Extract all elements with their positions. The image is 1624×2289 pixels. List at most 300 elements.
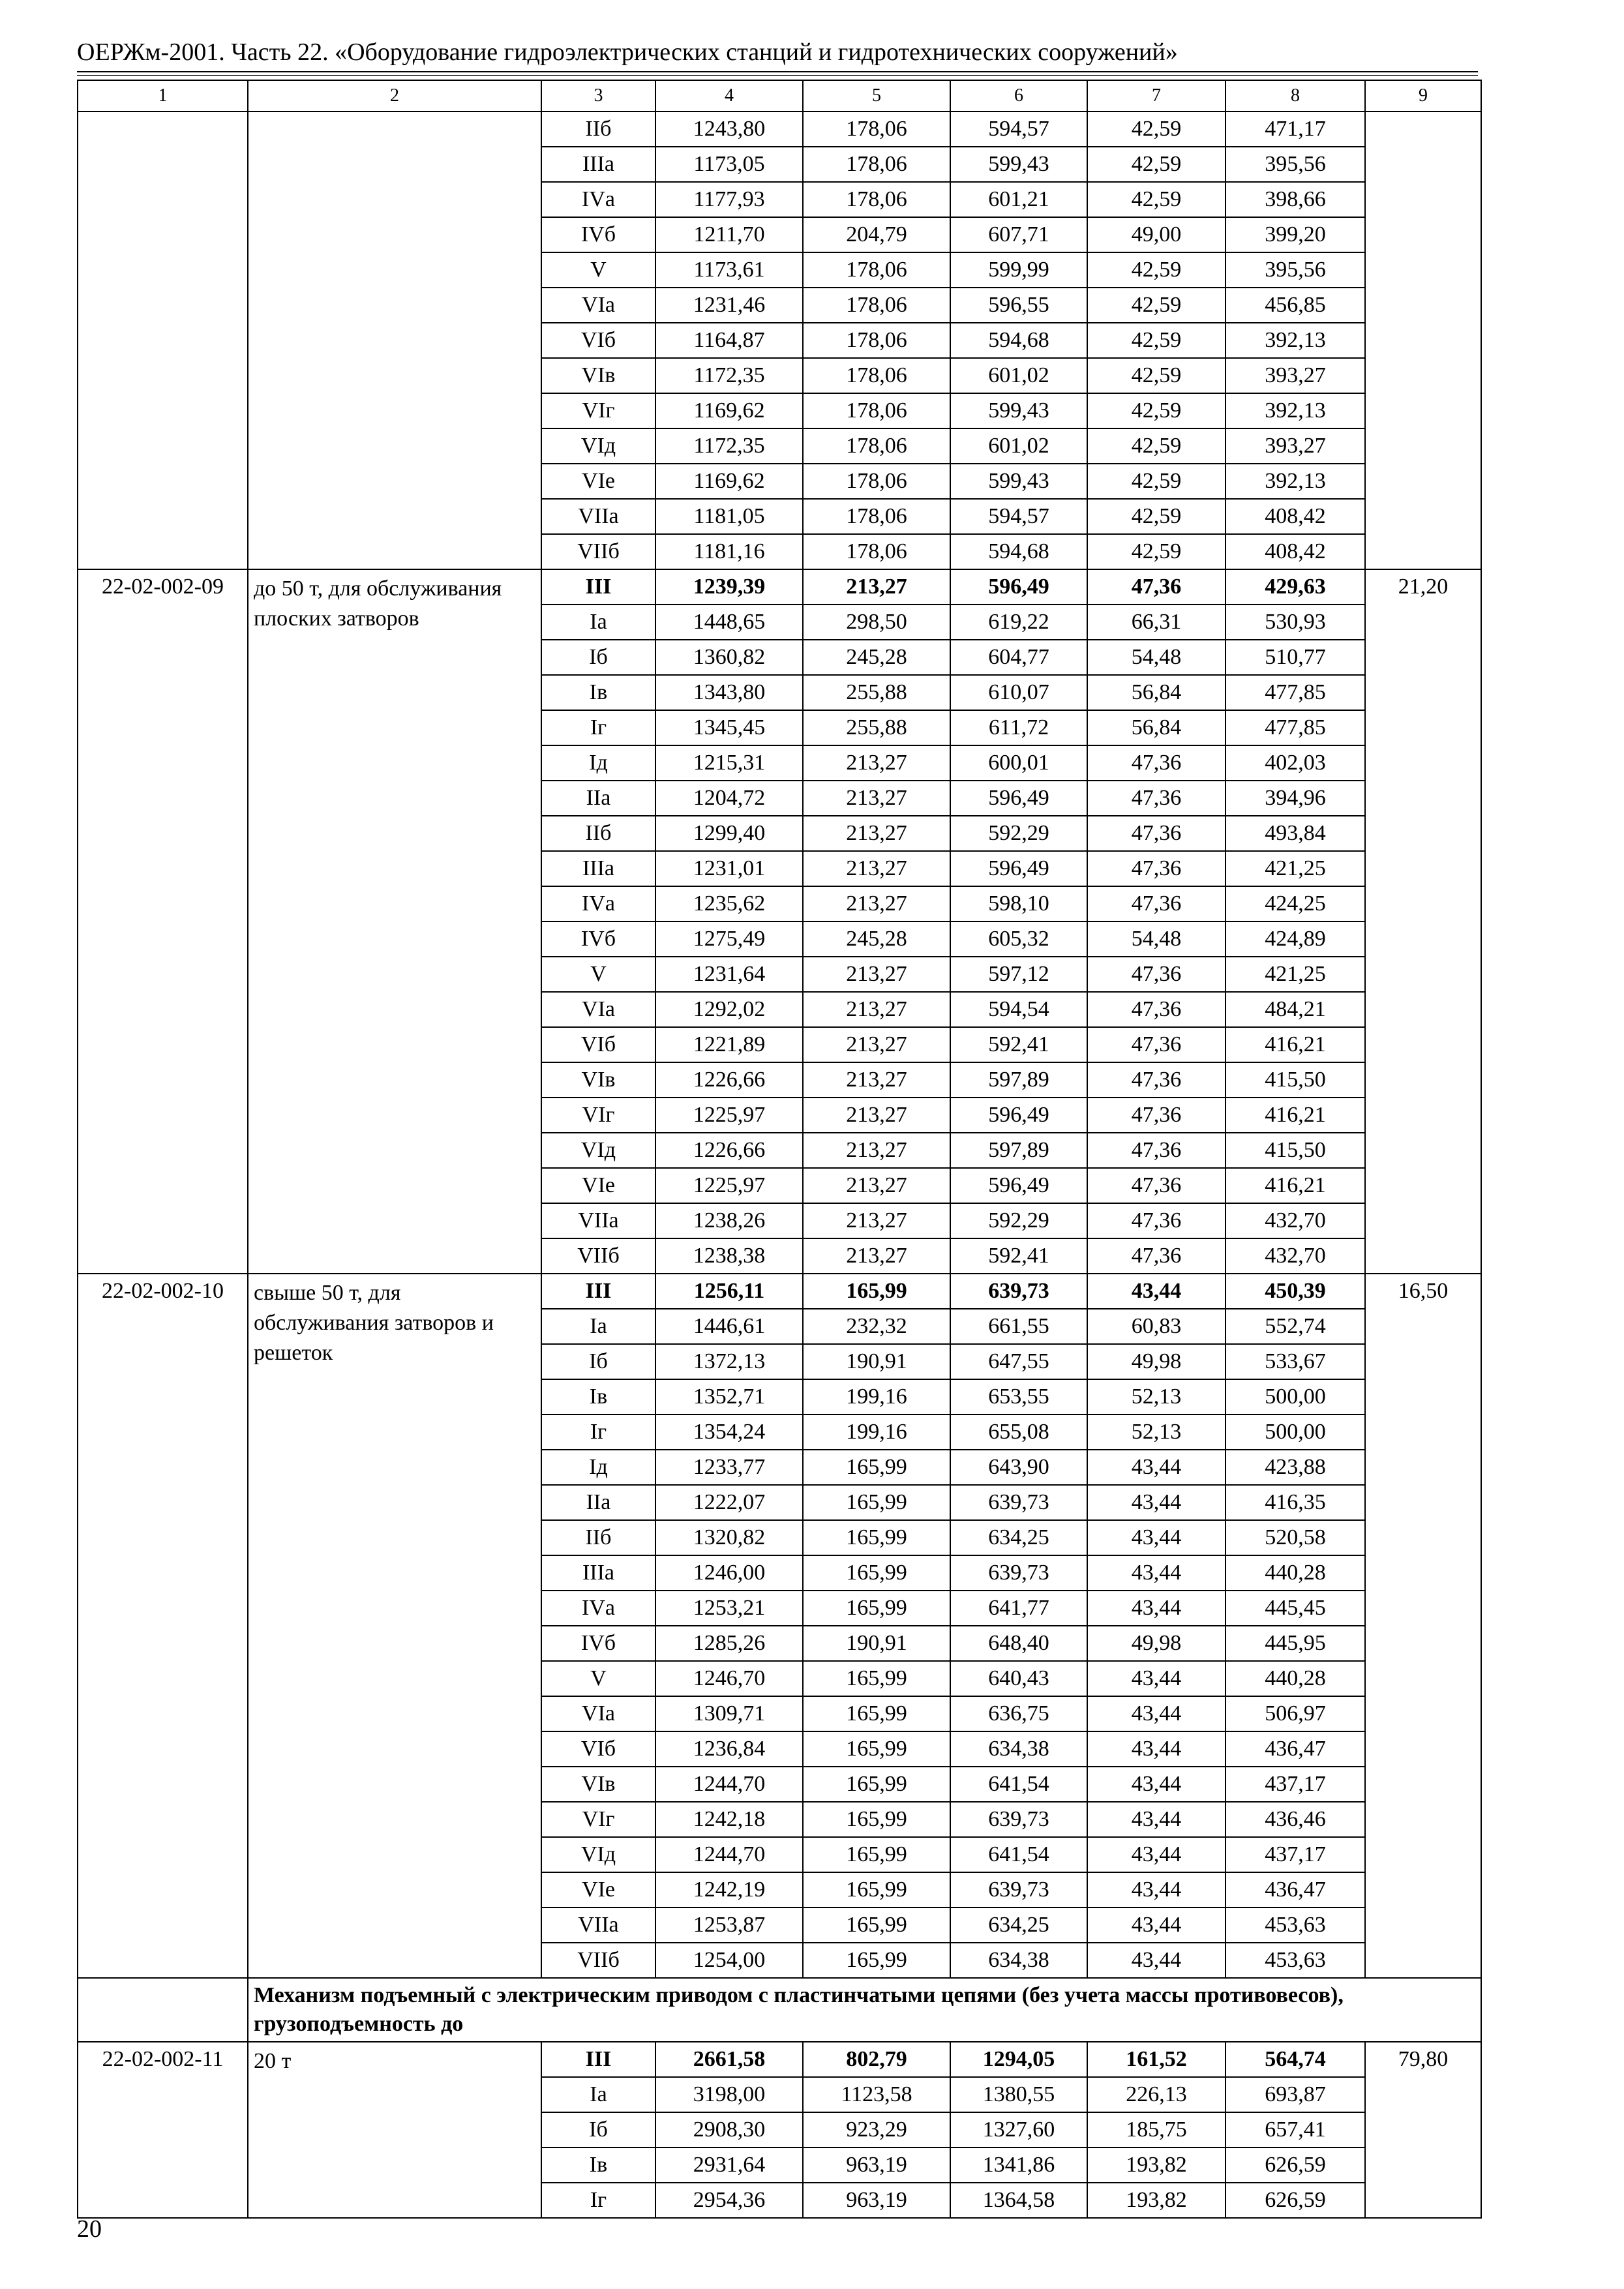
value-cell: 693,87 <box>1226 2077 1365 2112</box>
value-cell: 54,48 <box>1087 921 1226 957</box>
value-cell: 49,98 <box>1087 1344 1226 1379</box>
value-cell: 639,73 <box>950 1802 1087 1837</box>
value-cell: 1343,80 <box>655 675 803 710</box>
value-cell: 47,36 <box>1087 1238 1226 1274</box>
value-cell: 47,36 <box>1087 781 1226 816</box>
value-cell: 42,59 <box>1087 393 1226 428</box>
value-cell: 47,36 <box>1087 745 1226 781</box>
item-code: 22-02-002-11 <box>78 2042 248 2218</box>
value-cell: 1309,71 <box>655 1696 803 1731</box>
value-cell: 456,85 <box>1226 288 1365 323</box>
value-cell: 601,02 <box>950 358 1087 393</box>
value-cell: 43,44 <box>1087 1943 1226 1978</box>
value-cell: 592,29 <box>950 816 1087 851</box>
value-cell: 604,77 <box>950 640 1087 675</box>
zone-cell: IIIа <box>541 851 655 886</box>
value-cell: 178,06 <box>803 393 950 428</box>
value-cell: 596,49 <box>950 1098 1087 1133</box>
value-cell: 510,77 <box>1226 640 1365 675</box>
value-cell: 477,85 <box>1226 710 1365 745</box>
zone-cell: VIа <box>541 288 655 323</box>
zone-cell: VIIа <box>541 1203 655 1238</box>
value-cell: 453,63 <box>1226 1943 1365 1978</box>
value-cell: 641,77 <box>950 1591 1087 1626</box>
value-cell: 641,54 <box>950 1767 1087 1802</box>
column-number-row <box>78 80 1481 112</box>
value-cell: 1222,07 <box>655 1485 803 1520</box>
value-cell: 1181,16 <box>655 534 803 569</box>
value-cell: 450,39 <box>1226 1274 1365 1309</box>
value-cell: 963,19 <box>803 2147 950 2183</box>
value-cell: 43,44 <box>1087 1591 1226 1626</box>
value-cell: 1446,61 <box>655 1309 803 1344</box>
zone-cell: IIб <box>541 816 655 851</box>
value-cell: 643,90 <box>950 1450 1087 1485</box>
value-cell: 165,99 <box>803 1555 950 1591</box>
value-cell: 42,59 <box>1087 534 1226 569</box>
value-cell: 2908,30 <box>655 2112 803 2147</box>
value-cell: 626,59 <box>1226 2147 1365 2183</box>
value-cell: 634,25 <box>950 1908 1087 1943</box>
value-cell: 2661,58 <box>655 2042 803 2077</box>
column-number: 4 <box>655 80 803 112</box>
value-cell: 178,06 <box>803 464 950 499</box>
zone-cell: VIе <box>541 1872 655 1908</box>
page-header: ОЕРЖм-2001. Часть 22. «Оборудование гидроэлектрических станций и гидротехнических сооружений» <box>77 38 1178 66</box>
value-cell: 1364,58 <box>950 2183 1087 2218</box>
zone-cell: VIа <box>541 1696 655 1731</box>
value-cell: 43,44 <box>1087 1802 1226 1837</box>
value-cell: 1239,39 <box>655 569 803 605</box>
value-cell: 500,00 <box>1226 1414 1365 1450</box>
column-number: 3 <box>541 80 655 112</box>
zone-cell: VIв <box>541 1062 655 1098</box>
value-cell: 165,99 <box>803 1450 950 1485</box>
value-cell: 213,27 <box>803 816 950 851</box>
zone-cell: VIе <box>541 1168 655 1203</box>
value-cell: 1236,84 <box>655 1731 803 1767</box>
value-cell: 165,99 <box>803 1943 950 1978</box>
value-cell: 601,21 <box>950 182 1087 217</box>
price-table <box>77 80 1482 2219</box>
value-cell: 1238,26 <box>655 1203 803 1238</box>
value-cell: 178,06 <box>803 499 950 534</box>
value-cell: 165,99 <box>803 1731 950 1767</box>
value-cell: 66,31 <box>1087 605 1226 640</box>
zone-cell: VIд <box>541 428 655 464</box>
value-cell: 1327,60 <box>950 2112 1087 2147</box>
value-cell: 636,75 <box>950 1696 1087 1731</box>
value-cell: 42,59 <box>1087 464 1226 499</box>
value-cell: 1360,82 <box>655 640 803 675</box>
value-cell: 52,13 <box>1087 1414 1226 1450</box>
value-cell: 611,72 <box>950 710 1087 745</box>
value-cell: 477,85 <box>1226 675 1365 710</box>
item-code: 22-02-002-10 <box>78 1274 248 1978</box>
value-cell: 1294,05 <box>950 2042 1087 2077</box>
item-code <box>78 112 248 569</box>
value-cell: 42,59 <box>1087 358 1226 393</box>
value-cell: 213,27 <box>803 569 950 605</box>
zone-cell: Iв <box>541 1379 655 1414</box>
value-cell: 1299,40 <box>655 816 803 851</box>
value-cell: 416,21 <box>1226 1027 1365 1062</box>
value-cell: 165,99 <box>803 1591 950 1626</box>
value-cell: 392,13 <box>1226 464 1365 499</box>
value-cell: 564,74 <box>1226 2042 1365 2077</box>
header-rule <box>77 71 1478 72</box>
value-cell: 1320,82 <box>655 1520 803 1555</box>
value-cell: 1172,35 <box>655 428 803 464</box>
value-cell: 437,17 <box>1226 1767 1365 1802</box>
value-cell: 634,38 <box>950 1731 1087 1767</box>
value-cell: 165,99 <box>803 1908 950 1943</box>
value-cell: 47,36 <box>1087 1203 1226 1238</box>
value-cell: 594,68 <box>950 534 1087 569</box>
value-cell: 178,06 <box>803 147 950 182</box>
value-cell: 1173,61 <box>655 252 803 288</box>
value-cell: 596,49 <box>950 781 1087 816</box>
value-cell: 1352,71 <box>655 1379 803 1414</box>
zone-cell: IVб <box>541 1626 655 1661</box>
value-cell: 1225,97 <box>655 1098 803 1133</box>
value-cell: 60,83 <box>1087 1309 1226 1344</box>
value-cell: 440,28 <box>1226 1661 1365 1696</box>
value-cell: 598,10 <box>950 886 1087 921</box>
value-cell: 393,27 <box>1226 358 1365 393</box>
value-cell: 1235,62 <box>655 886 803 921</box>
value-cell: 47,36 <box>1087 1133 1226 1168</box>
value-cell: 43,44 <box>1087 1767 1226 1802</box>
value-cell: 1242,18 <box>655 1802 803 1837</box>
value-cell: 52,13 <box>1087 1379 1226 1414</box>
value-cell: 178,06 <box>803 288 950 323</box>
zone-cell: VIб <box>541 1027 655 1062</box>
value-cell: 605,32 <box>950 921 1087 957</box>
value-cell: 639,73 <box>950 1872 1087 1908</box>
value-cell: 178,06 <box>803 323 950 358</box>
zone-cell: IVб <box>541 217 655 252</box>
zone-cell: VIIб <box>541 1943 655 1978</box>
value-cell: 1181,05 <box>655 499 803 534</box>
value-cell: 393,27 <box>1226 428 1365 464</box>
value-cell: 1233,77 <box>655 1450 803 1485</box>
zone-cell: VIг <box>541 1098 655 1133</box>
value-cell: 199,16 <box>803 1414 950 1450</box>
value-cell: 245,28 <box>803 640 950 675</box>
value-cell: 47,36 <box>1087 816 1226 851</box>
value-cell: 1172,35 <box>655 358 803 393</box>
value-cell: 185,75 <box>1087 2112 1226 2147</box>
value-cell: 47,36 <box>1087 1027 1226 1062</box>
value-cell: 213,27 <box>803 1027 950 1062</box>
value-cell: 213,27 <box>803 957 950 992</box>
section-heading-empty-cell <box>78 1978 248 2042</box>
table-row <box>78 1274 1481 1309</box>
value-cell: 165,99 <box>803 1802 950 1837</box>
zone-cell: Iб <box>541 2112 655 2147</box>
value-cell: 648,40 <box>950 1626 1087 1661</box>
value-cell: 1215,31 <box>655 745 803 781</box>
value-cell: 165,99 <box>803 1520 950 1555</box>
value-cell: 599,99 <box>950 252 1087 288</box>
value-cell: 47,36 <box>1087 851 1226 886</box>
zone-cell: IVа <box>541 182 655 217</box>
item-extra-value: 21,20 <box>1365 569 1481 1274</box>
value-cell: 1246,00 <box>655 1555 803 1591</box>
value-cell: 54,48 <box>1087 640 1226 675</box>
section-heading: Механизм подъемный с электрическим приводом с пластинчатыми цепями (без учета массы противовесов), грузоподъемность до <box>248 1978 1481 2042</box>
value-cell: 2954,36 <box>655 2183 803 2218</box>
zone-cell: IVа <box>541 1591 655 1626</box>
zone-cell: VIа <box>541 992 655 1027</box>
value-cell: 1173,05 <box>655 147 803 182</box>
value-cell: 213,27 <box>803 745 950 781</box>
value-cell: 213,27 <box>803 851 950 886</box>
table-row <box>78 569 1481 605</box>
value-cell: 43,44 <box>1087 1731 1226 1767</box>
value-cell: 1226,66 <box>655 1062 803 1098</box>
table-row <box>78 2042 1481 2077</box>
value-cell: 226,13 <box>1087 2077 1226 2112</box>
value-cell: 424,89 <box>1226 921 1365 957</box>
column-number: 2 <box>248 80 541 112</box>
value-cell: 165,99 <box>803 1696 950 1731</box>
value-cell: 42,59 <box>1087 252 1226 288</box>
value-cell: 165,99 <box>803 1661 950 1696</box>
value-cell: 193,82 <box>1087 2183 1226 2218</box>
value-cell: 47,36 <box>1087 1062 1226 1098</box>
value-cell: 1244,70 <box>655 1837 803 1872</box>
zone-cell: IIа <box>541 781 655 816</box>
zone-cell: IIIа <box>541 147 655 182</box>
value-cell: 596,49 <box>950 1168 1087 1203</box>
value-cell: 47,36 <box>1087 1168 1226 1203</box>
value-cell: 506,97 <box>1226 1696 1365 1731</box>
value-cell: 802,79 <box>803 2042 950 2077</box>
value-cell: 42,59 <box>1087 323 1226 358</box>
value-cell: 49,00 <box>1087 217 1226 252</box>
value-cell: 1256,11 <box>655 1274 803 1309</box>
value-cell: 392,13 <box>1226 393 1365 428</box>
value-cell: 43,44 <box>1087 1555 1226 1591</box>
value-cell: 1177,93 <box>655 182 803 217</box>
value-cell: 520,58 <box>1226 1520 1365 1555</box>
value-cell: 47,36 <box>1087 957 1226 992</box>
value-cell: 594,54 <box>950 992 1087 1027</box>
value-cell: 1244,70 <box>655 1767 803 1802</box>
value-cell: 402,03 <box>1226 745 1365 781</box>
value-cell: 408,42 <box>1226 499 1365 534</box>
zone-cell: VIIа <box>541 1908 655 1943</box>
zone-cell: Iд <box>541 745 655 781</box>
column-number: 7 <box>1087 80 1226 112</box>
value-cell: 639,73 <box>950 1274 1087 1309</box>
value-cell: 453,63 <box>1226 1908 1365 1943</box>
value-cell: 255,88 <box>803 675 950 710</box>
value-cell: 421,25 <box>1226 851 1365 886</box>
zone-cell: IVа <box>541 886 655 921</box>
value-cell: 1231,01 <box>655 851 803 886</box>
value-cell: 2931,64 <box>655 2147 803 2183</box>
value-cell: 594,68 <box>950 323 1087 358</box>
zone-cell: VIIа <box>541 499 655 534</box>
value-cell: 190,91 <box>803 1626 950 1661</box>
value-cell: 445,95 <box>1226 1626 1365 1661</box>
value-cell: 245,28 <box>803 921 950 957</box>
value-cell: 599,43 <box>950 147 1087 182</box>
value-cell: 165,99 <box>803 1767 950 1802</box>
item-extra-value: 79,80 <box>1365 2042 1481 2218</box>
value-cell: 399,20 <box>1226 217 1365 252</box>
zone-cell: VIд <box>541 1133 655 1168</box>
section-heading-row <box>78 1978 1481 2042</box>
value-cell: 43,44 <box>1087 1450 1226 1485</box>
value-cell: 1253,87 <box>655 1908 803 1943</box>
value-cell: 432,70 <box>1226 1238 1365 1274</box>
zone-cell: VIб <box>541 1731 655 1767</box>
value-cell: 213,27 <box>803 1133 950 1168</box>
page-number: 20 <box>77 2215 102 2243</box>
zone-cell: Iа <box>541 1309 655 1344</box>
zone-cell: Iв <box>541 2147 655 2183</box>
value-cell: 392,13 <box>1226 323 1365 358</box>
value-cell: 178,06 <box>803 358 950 393</box>
column-number: 1 <box>78 80 248 112</box>
value-cell: 232,32 <box>803 1309 950 1344</box>
value-cell: 552,74 <box>1226 1309 1365 1344</box>
value-cell: 424,25 <box>1226 886 1365 921</box>
value-cell: 178,06 <box>803 428 950 464</box>
value-cell: 1292,02 <box>655 992 803 1027</box>
column-number: 9 <box>1365 80 1481 112</box>
value-cell: 471,17 <box>1226 112 1365 147</box>
value-cell: 1254,00 <box>655 1943 803 1978</box>
value-cell: 1231,46 <box>655 288 803 323</box>
value-cell: 42,59 <box>1087 147 1226 182</box>
value-cell: 592,29 <box>950 1203 1087 1238</box>
value-cell: 398,66 <box>1226 182 1365 217</box>
value-cell: 165,99 <box>803 1274 950 1309</box>
value-cell: 43,44 <box>1087 1908 1226 1943</box>
value-cell: 619,22 <box>950 605 1087 640</box>
value-cell: 445,45 <box>1226 1591 1365 1626</box>
value-cell: 178,06 <box>803 534 950 569</box>
value-cell: 432,70 <box>1226 1203 1365 1238</box>
value-cell: 1231,64 <box>655 957 803 992</box>
value-cell: 178,06 <box>803 252 950 288</box>
value-cell: 530,93 <box>1226 605 1365 640</box>
zone-cell: VIг <box>541 393 655 428</box>
zone-cell: III <box>541 1274 655 1309</box>
zone-cell: VIд <box>541 1837 655 1872</box>
value-cell: 647,55 <box>950 1344 1087 1379</box>
value-cell: 394,96 <box>1226 781 1365 816</box>
value-cell: 597,89 <box>950 1062 1087 1098</box>
zone-cell: IVб <box>541 921 655 957</box>
value-cell: 639,73 <box>950 1555 1087 1591</box>
value-cell: 634,25 <box>950 1520 1087 1555</box>
value-cell: 655,08 <box>950 1414 1087 1450</box>
value-cell: 597,89 <box>950 1133 1087 1168</box>
value-cell: 1354,24 <box>655 1414 803 1450</box>
value-cell: 1123,58 <box>803 2077 950 2112</box>
item-code: 22-02-002-09 <box>78 569 248 1274</box>
value-cell: 592,41 <box>950 1027 1087 1062</box>
zone-cell: VIб <box>541 323 655 358</box>
value-cell: 416,21 <box>1226 1168 1365 1203</box>
value-cell: 484,21 <box>1226 992 1365 1027</box>
zone-cell: Iг <box>541 2183 655 2218</box>
value-cell: 395,56 <box>1226 252 1365 288</box>
zone-cell: V <box>541 957 655 992</box>
zone-cell: IIб <box>541 1520 655 1555</box>
value-cell: 1169,62 <box>655 464 803 499</box>
zone-cell: VIе <box>541 464 655 499</box>
value-cell: 610,07 <box>950 675 1087 710</box>
value-cell: 533,67 <box>1226 1344 1365 1379</box>
value-cell: 923,29 <box>803 2112 950 2147</box>
value-cell: 43,44 <box>1087 1661 1226 1696</box>
value-cell: 1285,26 <box>655 1626 803 1661</box>
value-cell: 641,54 <box>950 1837 1087 1872</box>
zone-cell: VIг <box>541 1802 655 1837</box>
zone-cell: Iг <box>541 710 655 745</box>
zone-cell: VIв <box>541 1767 655 1802</box>
zone-cell: Iб <box>541 640 655 675</box>
value-cell: 1246,70 <box>655 1661 803 1696</box>
value-cell: 415,50 <box>1226 1062 1365 1098</box>
value-cell: 601,02 <box>950 428 1087 464</box>
value-cell: 594,57 <box>950 499 1087 534</box>
value-cell: 47,36 <box>1087 886 1226 921</box>
zone-cell: III <box>541 569 655 605</box>
value-cell: 42,59 <box>1087 112 1226 147</box>
value-cell: 42,59 <box>1087 428 1226 464</box>
value-cell: 49,98 <box>1087 1626 1226 1661</box>
item-extra-value <box>1365 112 1481 569</box>
value-cell: 436,46 <box>1226 1802 1365 1837</box>
value-cell: 1341,86 <box>950 2147 1087 2183</box>
column-number: 5 <box>803 80 950 112</box>
value-cell: 592,41 <box>950 1238 1087 1274</box>
value-cell: 43,44 <box>1087 1696 1226 1731</box>
zone-cell: VIIб <box>541 534 655 569</box>
value-cell: 607,71 <box>950 217 1087 252</box>
value-cell: 43,44 <box>1087 1837 1226 1872</box>
value-cell: 640,43 <box>950 1661 1087 1696</box>
value-cell: 500,00 <box>1226 1379 1365 1414</box>
zone-cell: IIб <box>541 112 655 147</box>
table-row <box>78 112 1481 147</box>
value-cell: 56,84 <box>1087 710 1226 745</box>
value-cell: 599,43 <box>950 393 1087 428</box>
value-cell: 436,47 <box>1226 1872 1365 1908</box>
value-cell: 199,16 <box>803 1379 950 1414</box>
value-cell: 1226,66 <box>655 1133 803 1168</box>
table-body <box>78 80 1481 2218</box>
value-cell: 1243,80 <box>655 112 803 147</box>
value-cell: 1448,65 <box>655 605 803 640</box>
value-cell: 42,59 <box>1087 182 1226 217</box>
item-extra-value: 16,50 <box>1365 1274 1481 1978</box>
zone-cell: IIIа <box>541 1555 655 1591</box>
value-cell: 42,59 <box>1087 288 1226 323</box>
value-cell: 594,57 <box>950 112 1087 147</box>
value-cell: 255,88 <box>803 710 950 745</box>
value-cell: 1253,21 <box>655 1591 803 1626</box>
zone-cell: Iг <box>541 1414 655 1450</box>
